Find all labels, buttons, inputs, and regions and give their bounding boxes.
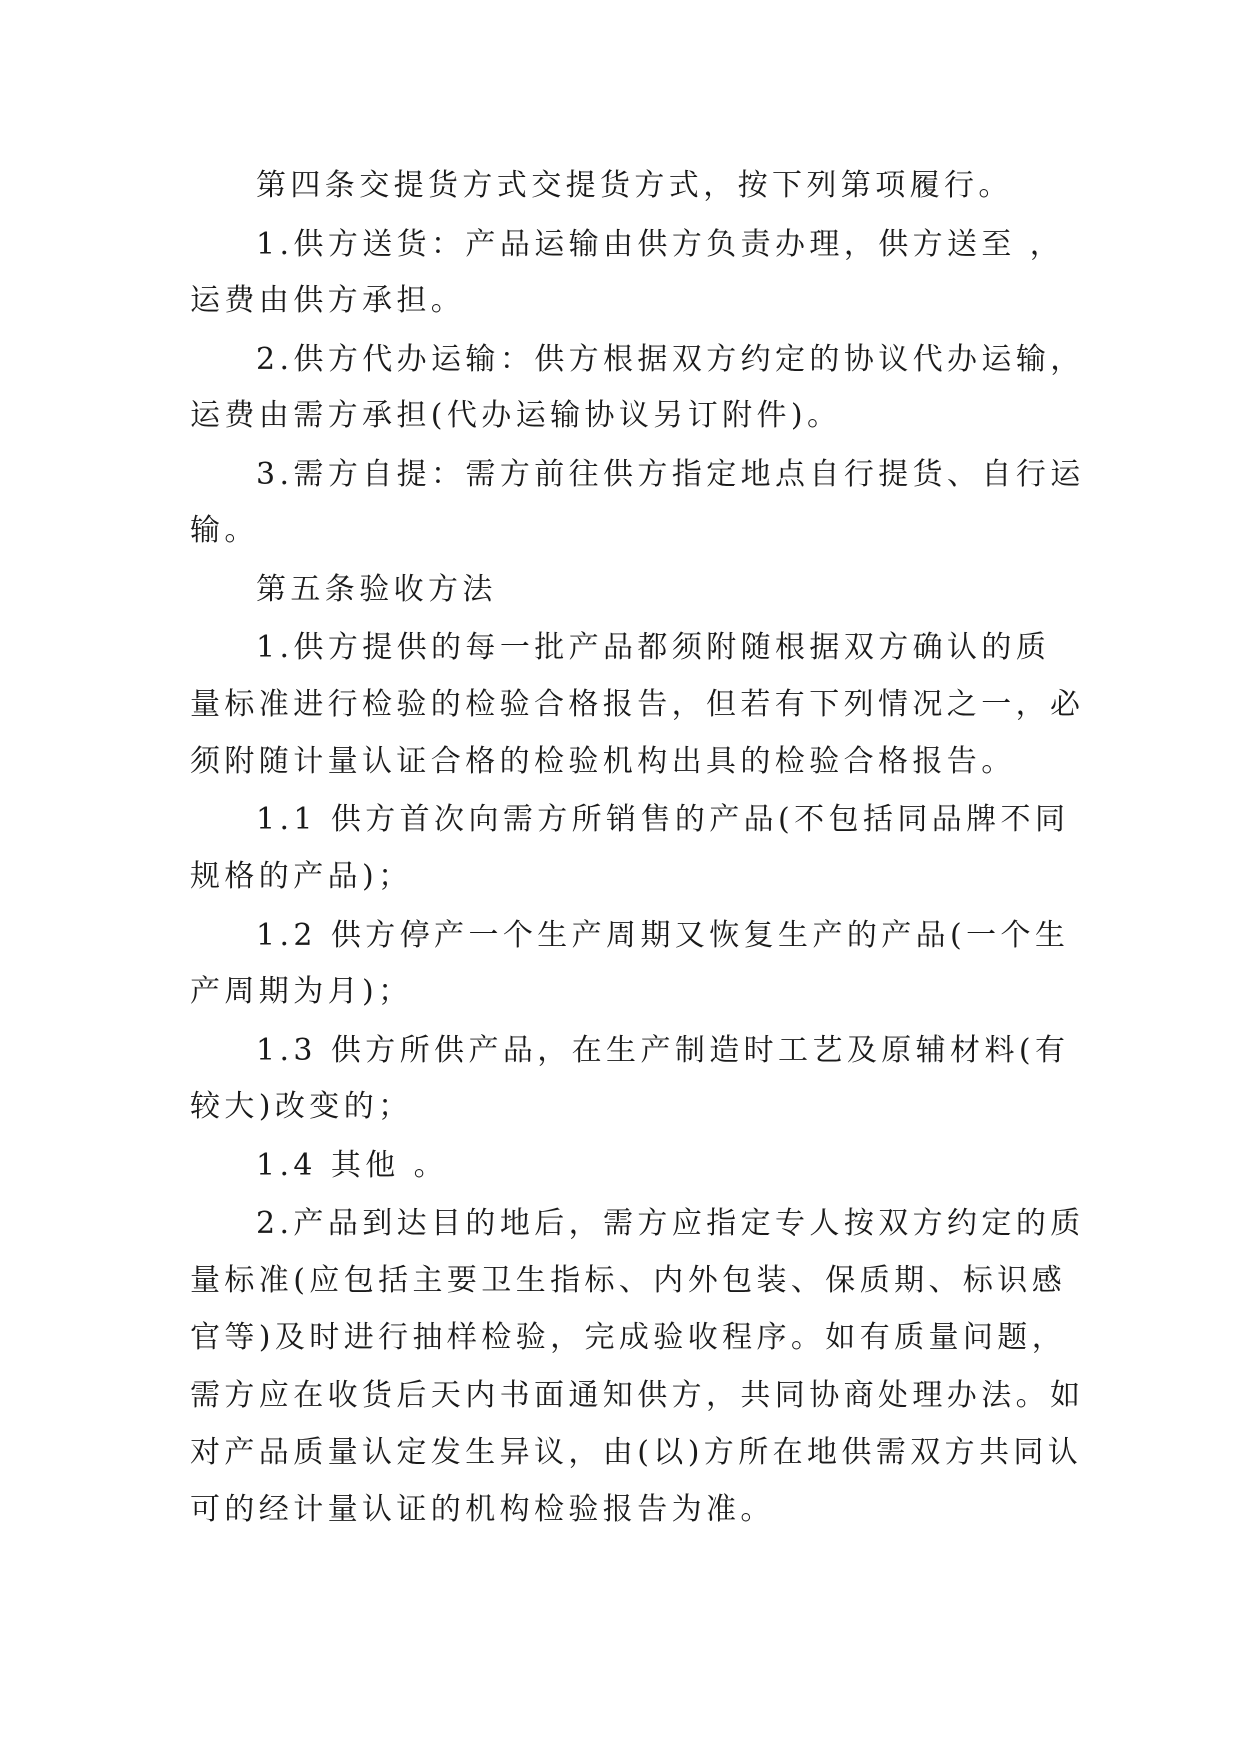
paragraph-line: 1.供方送货：产品运输由供方负责办理，供方送至 ， [256,227,1065,262]
paragraph-line: 可的经计量认证的机构检验报告为准。 [190,1492,775,1527]
paragraph-line: 输。 [190,513,259,548]
article-4-heading: 第四条交提货方式交提货方式，按下列第项履行。 [256,168,1013,203]
paragraph-line: 2.产品到达目的地后，需方应指定专人按双方约定的质 [256,1206,1085,1241]
paragraph-line: 运费由供方承担。 [190,283,466,318]
paragraph-line: 规格的产品)； [190,859,413,894]
paragraph-line: 1.3 供方所供产品，在生产制造时工艺及原辅材料(有 [256,1033,1070,1068]
paragraph-line: 1.4 其他 。 [256,1148,448,1183]
paragraph-line: 1.供方提供的每一批产品都须附随根据双方确认的质 [256,630,1051,665]
paragraph-line: 运费由需方承担(代办运输协议另订附件)。 [190,398,842,433]
article-5-heading: 第五条验收方法 [256,572,497,607]
paragraph-line: 量标准(应包括主要卫生指标、内外包装、保质期、标识感 [190,1263,1067,1298]
paragraph-line: 1.1 供方首次向需方所销售的产品(不包括同品牌不同 [256,802,1070,837]
paragraph-line: 1.2 供方停产一个生产周期又恢复生产的产品(一个生 [256,918,1070,953]
paragraph-line: 较大)改变的； [190,1089,413,1124]
paragraph-line: 2.供方代办运输：供方根据双方约定的协议代办运输， [256,342,1085,377]
paragraph-line: 产周期为月)； [190,974,413,1009]
paragraph-line: 官等)及时进行抽样检验，完成验收程序。如有质量问题， [190,1320,1067,1355]
paragraph-line: 须附随计量认证合格的检验机构出具的检验合格报告。 [190,744,1016,779]
paragraph-line: 对产品质量认定发生异议，由(以)方所在地供需双方共同认 [190,1435,1083,1470]
paragraph-line: 3.需方自提：需方前往供方指定地点自行提货、自行运 [256,457,1085,492]
paragraph-line: 量标准进行检验的检验合格报告，但若有下列情况之一，必 [190,687,1085,722]
paragraph-line: 需方应在收货后天内书面通知供方，共同协商处理办法。如 [190,1378,1085,1413]
